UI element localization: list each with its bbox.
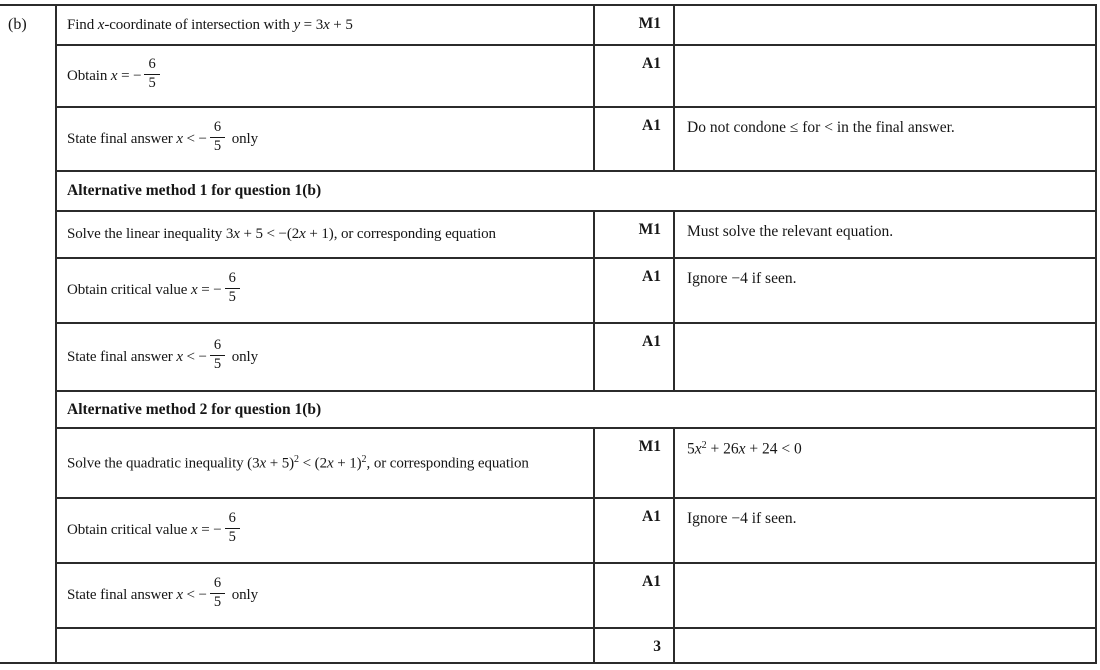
fraction-numerator: 6 [144,57,159,75]
math-superscript: 2 [294,453,300,465]
fraction-denominator: 5 [228,289,236,305]
fraction-numerator: 6 [225,511,240,529]
fraction [225,271,240,306]
guidance-text: Do not condone ≤ for < in the final answer. [687,119,955,136]
guidance-note [673,257,1095,322]
step-text [67,452,529,475]
text-fragment: only [228,348,258,365]
guidance-text: Must solve the relevant equation. [687,223,894,240]
total-marks-cell [593,627,673,662]
mark-code: A1 [642,333,661,350]
step-description [57,257,593,322]
alternative-method-2-header [57,390,1095,427]
mark-awarded [593,6,673,44]
math-superscript: 2 [701,440,707,451]
fraction-denominator: 5 [148,74,156,91]
step-description [57,322,593,390]
mark-code: A1 [642,508,661,525]
mark-code: A1 [642,573,661,590]
math-var: x [259,455,267,471]
fraction [210,120,225,155]
fraction-denominator: 5 [213,355,222,372]
text-fragment: State final answer [67,130,177,147]
math-var: x [176,348,183,365]
text-fragment: < (2 [299,455,327,471]
step-text [67,270,243,308]
text-fragment: Solve the linear inequality 3 [67,226,234,243]
fraction-denominator: 5 [228,529,236,545]
text-fragment: only [228,586,258,603]
guidance-note [673,562,1095,627]
text-fragment: 5 [687,440,695,458]
text-fragment: Obtain critical value [67,521,191,538]
guidance-note [673,427,1095,497]
fraction-numerator: 6 [210,120,225,138]
text-fragment: + 5 < −(2 [239,226,300,243]
mark-awarded [593,427,673,497]
text-fragment: State final answer [67,348,177,365]
mark-awarded [593,497,673,562]
fraction-denominator: 5 [213,594,222,610]
question-part-label: (b) [8,16,27,33]
math-var: x [326,455,334,471]
total-marks: 3 [653,638,661,655]
math-var: x [97,16,105,33]
text-fragment: < − [182,586,207,603]
step-description [57,210,593,257]
mark-scheme-table [0,4,1097,664]
math-var: x [323,16,330,33]
step-text [67,14,353,37]
fraction-denominator: 5 [213,137,222,154]
fraction [210,576,225,611]
mark-scheme-page [0,4,1099,664]
mark-awarded [593,322,673,390]
step-description [57,106,593,170]
step-text [67,55,163,94]
text-fragment: = 3 [300,16,324,33]
text-fragment: + 5) [266,455,295,471]
mark-awarded [593,257,673,322]
mark-code: A1 [642,55,661,72]
step-text [67,575,258,613]
fraction [210,338,225,373]
step-description [57,44,593,106]
guidance-note [673,497,1095,562]
fraction-numerator: 6 [225,271,240,289]
fraction-numerator: 6 [210,576,225,594]
text-fragment: < − [182,130,207,147]
text-fragment: Solve the quadratic inequality (3 [67,455,260,471]
header-text: Alternative method 1 for question 1(b) [67,182,322,199]
math-var: y [293,16,301,33]
fraction-numerator: 6 [210,338,225,356]
guidance-note [673,210,1095,257]
text-fragment: + 26 [706,440,739,458]
text-fragment: + 1), or corresponding equation [305,226,496,243]
text-fragment: Obtain [67,67,111,84]
math-var: x [176,586,183,603]
text-fragment: + 24 < 0 [745,440,802,458]
guidance-note [673,106,1095,170]
step-text [67,118,258,157]
fraction [144,57,159,92]
text-fragment: = − [197,281,222,298]
math-var: x [191,521,198,538]
mark-code: A1 [642,117,661,134]
question-part-cell [0,6,57,662]
text-fragment: only [228,130,258,147]
mark-awarded [593,106,673,170]
step-description [57,427,593,497]
mark-code: A1 [642,268,661,285]
text-fragment: State final answer [67,586,177,603]
step-description [57,6,593,44]
math-superscript: 2 [361,453,367,465]
guidance-note [673,44,1095,106]
math-var: x [110,67,118,84]
text-fragment: + 1) [333,455,362,471]
step-text [67,223,496,246]
mark-code: M1 [638,221,661,238]
step-text [67,510,243,548]
math-var: x [233,226,240,243]
math-var: x [738,440,746,458]
math-var: x [694,440,702,458]
guidance-text: Ignore −4 if seen. [687,510,797,527]
mark-awarded [593,44,673,106]
alternative-method-1-header [57,170,1095,210]
guidance-note [673,6,1095,44]
text-fragment: Find [67,16,98,33]
text-fragment: = − [117,67,142,84]
text-fragment: , or corresponding equation [366,455,529,471]
mark-code: M1 [638,15,661,32]
text-fragment: Obtain critical value [67,281,191,298]
mark-awarded [593,562,673,627]
text-fragment: = − [197,521,222,538]
math-var: x [191,281,198,298]
text-fragment: + 5 [329,16,353,33]
guidance-text: Ignore −4 if seen. [687,270,797,287]
text-fragment: -coordinate of intersection with [104,16,294,33]
header-text: Alternative method 2 for question 1(b) [67,400,322,418]
step-text [67,336,258,375]
math-var: x [176,130,183,147]
math-var: x [299,226,306,243]
fraction [225,511,240,546]
empty-cell [57,627,593,662]
step-description [57,497,593,562]
mark-code: M1 [638,438,661,455]
mark-awarded [593,210,673,257]
text-fragment: < − [182,348,207,365]
guidance-note [673,322,1095,390]
step-description [57,562,593,627]
empty-cell [673,627,1095,662]
